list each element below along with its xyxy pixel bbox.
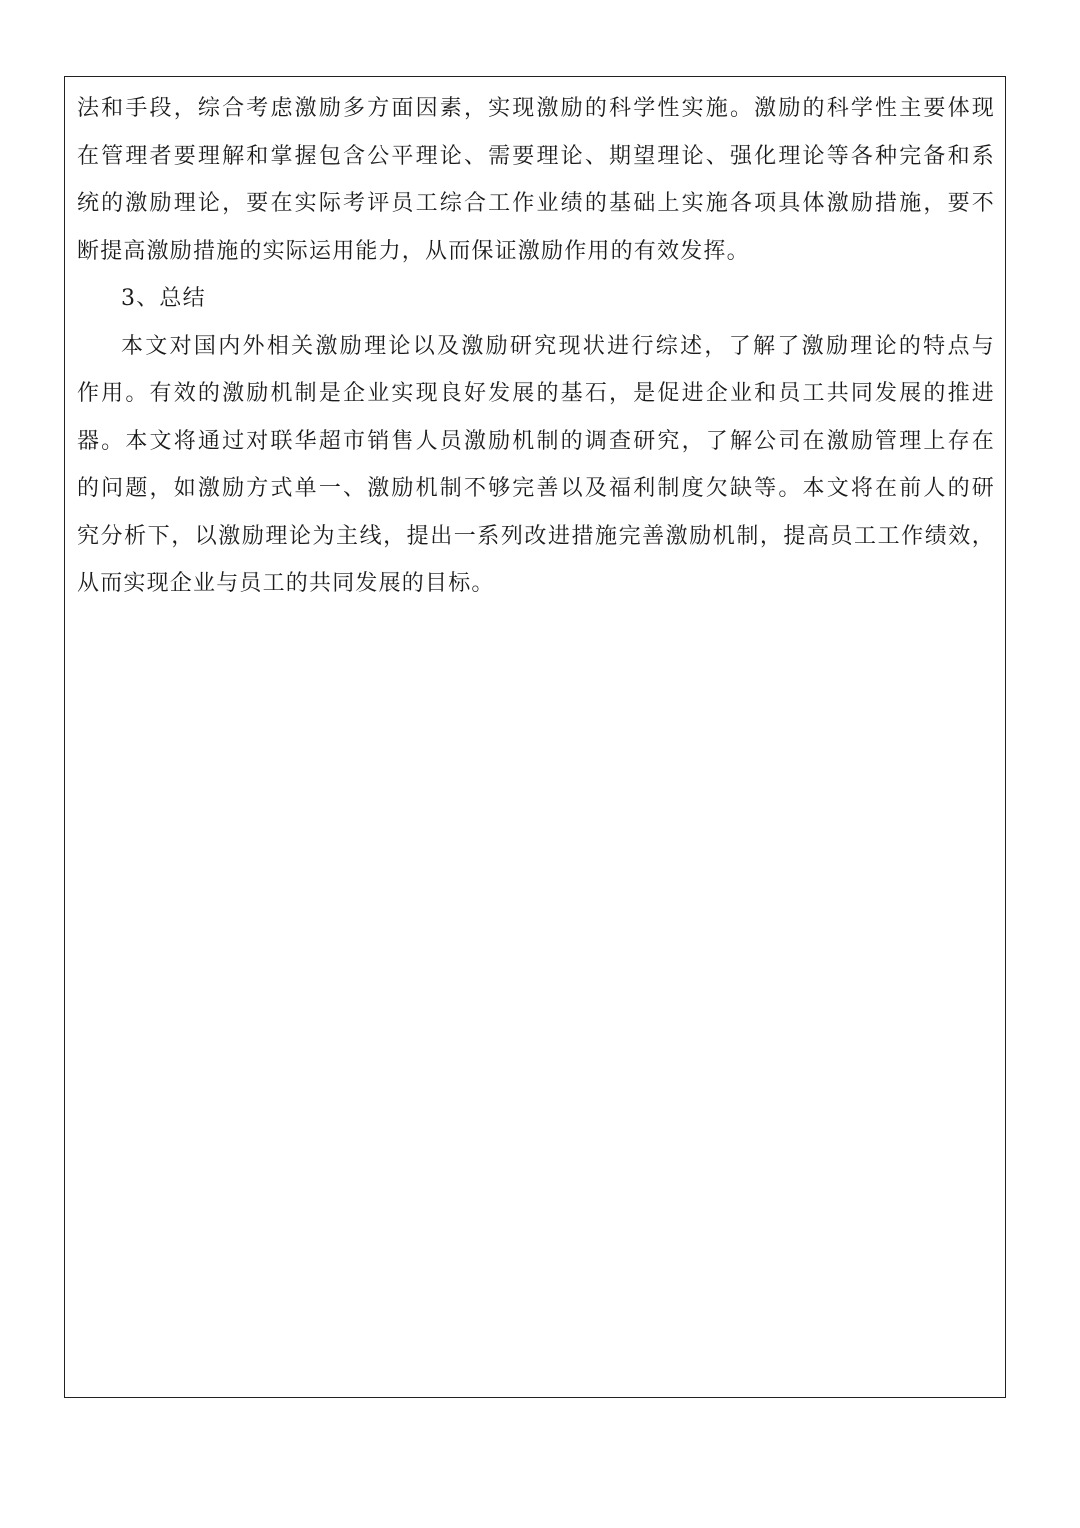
- document-frame: [64, 76, 1006, 1398]
- text-line: 法和手段，综合考虑激励多方面因素，实现激励的科学性实施。激励的科学性主要体现: [77, 96, 995, 121]
- text-line: 器。本文将通过对联华超市销售人员激励机制的调查研究，了解公司在激励管理上存在: [77, 428, 995, 454]
- text-line: 统的激励理论，要在实际考评员工综合工作业绩的基础上实施各项具体激励措施，要不: [77, 191, 995, 216]
- paragraph-summary: [77, 323, 995, 608]
- text-line: 在管理者要理解和掌握包含公平理论、需要理论、期望理论、强化理论等各种完备和系: [77, 143, 995, 169]
- text-line: 从而实现企业与员工的共同发展的目标。: [77, 571, 495, 596]
- document-body: [77, 85, 995, 608]
- paragraph-incentive-science: [77, 85, 995, 275]
- text-line: 断提高激励措施的实际运用能力，从而保证激励作用的有效发挥。: [77, 238, 750, 264]
- section-heading-summary: 3、总结: [121, 286, 206, 311]
- text-line: 的问题，如激励方式单一、激励机制不够完善以及福利制度欠缺等。本文将在前人的研: [77, 476, 995, 501]
- text-line: 本文对国内外相关激励理论以及激励研究现状进行综述，了解了激励理论的特点与: [121, 333, 995, 359]
- text-line: 究分析下，以激励理论为主线，提出一系列改进措施完善激励机制，提高员工工作绩效，: [77, 523, 995, 549]
- text-line: 作用。有效的激励机制是企业实现良好发展的基石，是促进企业和员工共同发展的推进: [77, 381, 995, 406]
